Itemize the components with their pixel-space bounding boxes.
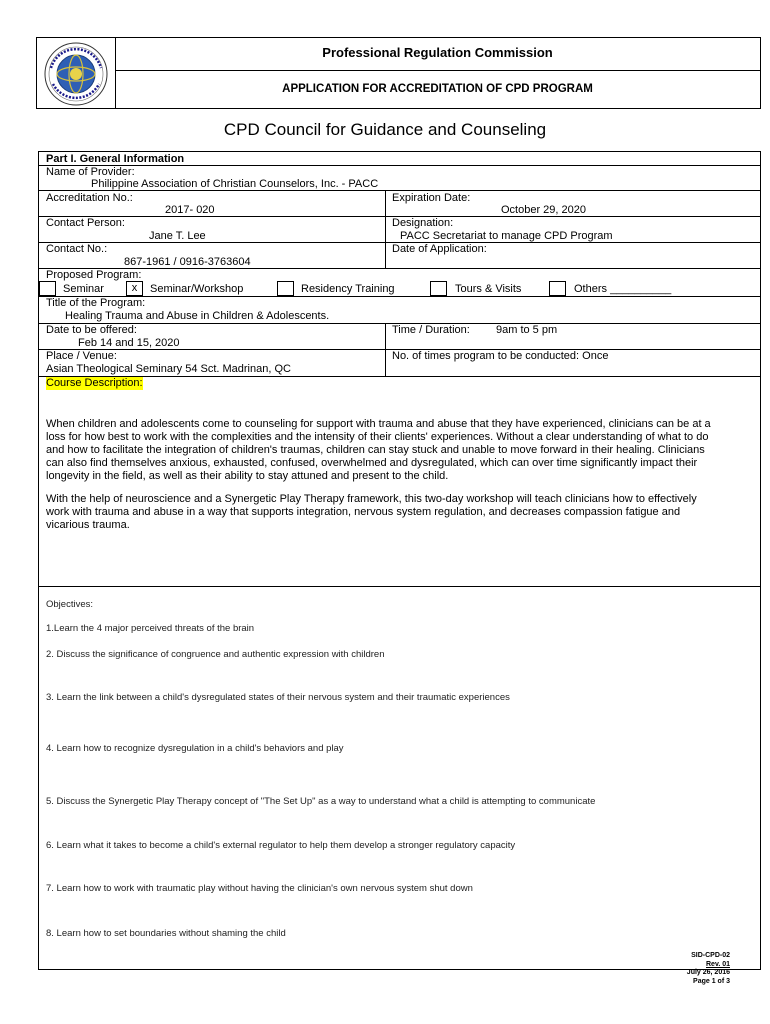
part-heading: Part I. General Information xyxy=(46,153,185,165)
accreditation-label: Accreditation No.: xyxy=(46,192,133,204)
others-option-label: Others __________ xyxy=(574,283,672,295)
provider-label: Name of Provider: xyxy=(46,166,135,178)
others-checkbox[interactable] xyxy=(549,281,566,296)
organization-name: Professional Regulation Commission xyxy=(115,38,760,71)
expiration-value[interactable]: October 29, 2020 xyxy=(501,204,587,216)
council-title: CPD Council for Guidance and Counseling xyxy=(223,120,547,139)
seminar-workshop-checkbox[interactable]: x xyxy=(126,281,143,296)
designation-value[interactable]: PACC Secretariat to manage CPD Program xyxy=(400,230,613,242)
contact-no-value[interactable]: 867-1961 / 0916-3763604 xyxy=(124,256,251,268)
form-header xyxy=(36,37,761,109)
prc-seal-logo xyxy=(37,38,115,108)
tours-visits-checkbox[interactable] xyxy=(430,281,447,296)
application-date-label: Date of Application: xyxy=(392,243,487,255)
provider-value[interactable]: Philippine Association of Christian Counselors, Inc. - PACC xyxy=(91,178,379,190)
venue-label: Place / Venue: xyxy=(46,350,117,362)
general-information-form xyxy=(38,151,761,970)
form-code: SID-CPD-02 xyxy=(691,952,730,959)
objective-item: 5. Discuss the Synergetic Play Therapy concept of "The Set Up" as a way to understand what a child is attempting to communicate xyxy=(46,796,596,807)
logo-cell xyxy=(37,38,116,108)
objective-item: 3. Learn the link between a child's dysregulated states of their nervous system and their traumatic experiences xyxy=(46,692,510,703)
title-value[interactable]: Healing Trauma and Abuse in Children & Adolescents. xyxy=(65,310,330,322)
course-description-paragraph: When children and adolescents come to counseling for support with trauma and abuse that they have experienced, clinicians can be at a loss for how best to work with the complexities and the intensity of their clients' experiences. Without a clear understanding of what to do and how to facilitate the integration of children's traumas, children can stay stuck and unable to move forward in their healing. Clinicians can also find themselves anxious, exhausted, confused, overwhelmed and dysregulated, which can over time significantly impact their longevity in the field, as well as their ability to stay attuned and present to the child. xyxy=(46,418,711,482)
form-date: July 26, 2016 xyxy=(686,969,730,976)
seminar-workshop-option-label: Seminar/Workshop xyxy=(150,283,244,295)
objective-item: 7. Learn how to work with traumatic play without having the clinician's own nervous system shut down xyxy=(46,883,473,894)
objective-item: 6. Learn what it takes to become a child's external regulator to help them develop a stronger regulatory capacity xyxy=(46,840,516,851)
course-description-label: Course Description: xyxy=(46,377,143,389)
objective-item: 8. Learn how to set boundaries without shaming the child xyxy=(46,928,286,939)
accreditation-value[interactable]: 2017- 020 xyxy=(165,204,215,216)
contact-no-label: Contact No.: xyxy=(46,243,108,255)
proposed-program-label: Proposed Program: xyxy=(46,269,142,281)
times-conducted-label: No. of times program to be conducted: Once xyxy=(392,350,609,362)
date-offered-value[interactable]: Feb 14 and 15, 2020 xyxy=(78,337,180,349)
expiration-label: Expiration Date: xyxy=(392,192,471,204)
form-revision: Rev. 01 xyxy=(706,960,730,968)
objectives-label: Objectives: xyxy=(46,599,93,610)
contact-person-label: Contact Person: xyxy=(46,217,125,229)
seminar-option-label: Seminar xyxy=(63,283,104,295)
course-description-paragraph: With the help of neuroscience and a Synergetic Play Therapy framework, this two-day workshop will teach clinicians how to effectively work with trauma and abuse in a way that supports integration, nervous system regulation, and decreases compassion fatigue and vicarious trauma. xyxy=(46,493,697,531)
time-duration-value[interactable]: 9am to 5 pm xyxy=(496,324,558,336)
seminar-checkbox[interactable] xyxy=(39,281,56,296)
designation-label: Designation: xyxy=(392,217,454,229)
date-offered-label: Date to be offered: xyxy=(46,324,137,336)
title-label: Title of the Program: xyxy=(46,297,146,309)
residency-training-checkbox[interactable] xyxy=(277,281,294,296)
page-number: Page 1 of 3 xyxy=(693,977,730,985)
venue-value[interactable]: Asian Theological Seminary 54 Sct. Madrinan, QC xyxy=(46,363,291,375)
objective-item: 4. Learn how to recognize dysregulation in a child's behaviors and play xyxy=(46,743,344,754)
objective-item: 1.Learn the 4 major perceived threats of the brain xyxy=(46,623,255,634)
course-description-text xyxy=(46,418,722,542)
form-title: APPLICATION FOR ACCREDITATION OF CPD PROGRAM xyxy=(282,83,593,95)
form-footer xyxy=(687,952,730,986)
objective-item: 2. Discuss the significance of congruence and authentic expression with children xyxy=(46,649,385,660)
residency-training-option-label: Residency Training xyxy=(301,283,395,295)
time-duration-label: Time / Duration: xyxy=(392,324,470,336)
contact-person-value[interactable]: Jane T. Lee xyxy=(149,230,206,242)
tours-visits-option-label: Tours & Visits xyxy=(455,283,522,295)
